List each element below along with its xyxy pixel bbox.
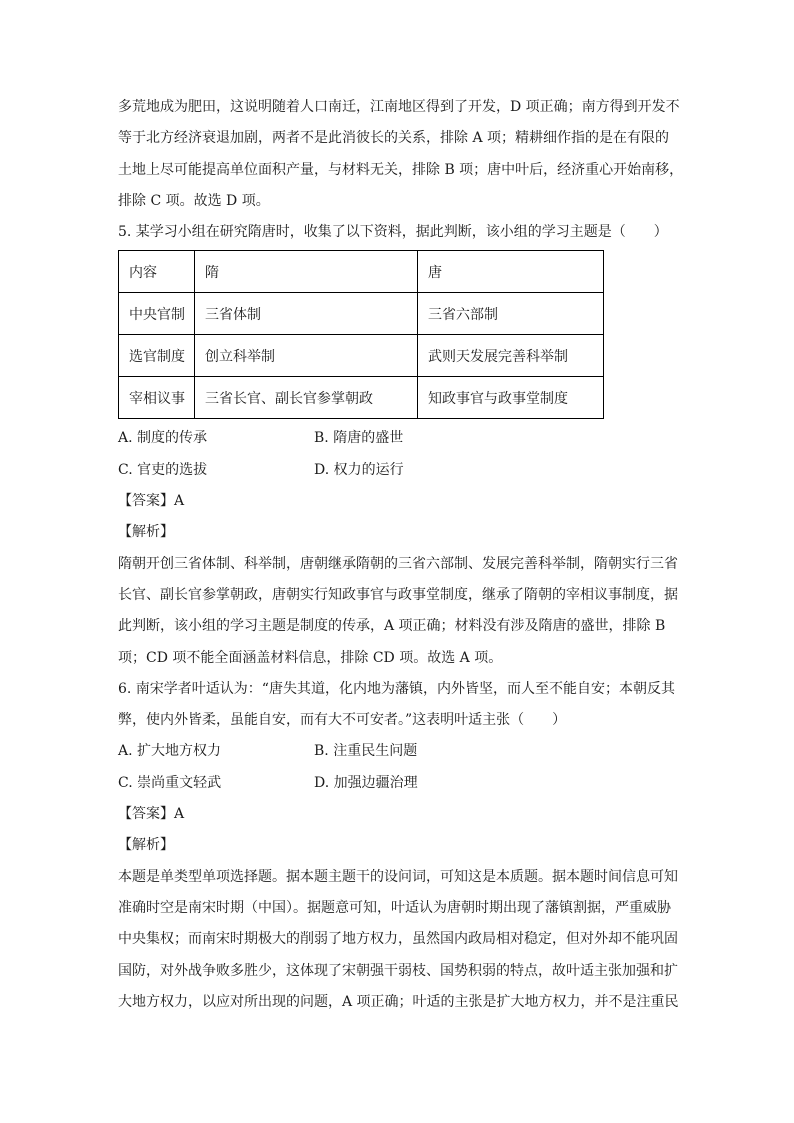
text-line: 此判断，该小组的学习主题是制度的传承，A 项正确；材料没有涉及隋唐的盛世，排除 B <box>118 618 666 635</box>
answer-label: 【答案】A <box>118 493 185 510</box>
text-line: 等于北方经济衰退加剧，两者不是此消彼长的关系，排除 A 项；精耕细作指的是在有限的 <box>118 130 670 147</box>
options-row <box>118 768 678 799</box>
text-line: 项；CD 项不能全面涵盖材料信息，排除 CD 项。故选 A 项。 <box>118 649 503 666</box>
text-line: 排除 C 项。故选 D 项。 <box>118 192 270 209</box>
options-row <box>118 736 678 767</box>
text-line: 准确时空是南宋时期（中国）。据题意可知，叶适认为唐朝时期出现了藩镇割据，严重威胁 <box>118 899 671 916</box>
text-line: 中央集权；而南宋时期极大的削弱了地方权力，虽然国内政局相对稳定，但对外却不能巩固 <box>118 931 678 948</box>
options-row <box>118 423 678 454</box>
table-header-row <box>119 251 604 293</box>
document-page <box>118 92 684 1018</box>
question-stem: 弊，使内外皆柔，虽能自安，而有大不可安者。”这表明叶适主张（ ） <box>118 712 567 729</box>
options-row <box>118 455 678 486</box>
table-cell: 三省六部制 <box>418 293 604 335</box>
option-a: A. 扩大地方权力 <box>118 743 222 760</box>
table-cell: 三省长官、副长官参掌朝政 <box>195 377 418 419</box>
question-6 <box>118 674 678 1018</box>
option-b: B. 隋唐的盛世 <box>314 430 404 447</box>
text-line: 本题是单类型单项选择题。据本题主题干的设问词，可知这是本质题。据本题时间信息可知 <box>118 868 678 885</box>
text-line: 国防，对外战争败多胜少，这体现了宋朝强干弱枝、国势积弱的特点，故叶适主张加强和扩 <box>118 962 678 979</box>
option-a: A. 制度的传承 <box>118 430 208 447</box>
table-cell: 武则天发展完善科举制 <box>418 335 604 377</box>
table-cell: 选官制度 <box>119 335 195 377</box>
table-header-cell: 隋 <box>195 251 418 293</box>
table-header-cell: 内容 <box>119 251 195 293</box>
table-row <box>119 335 604 377</box>
table-cell: 中央官制 <box>119 293 195 335</box>
table-cell: 创立科举制 <box>195 335 418 377</box>
option-c: C. 崇尚重文轻武 <box>118 774 222 791</box>
table-cell: 宰相议事 <box>119 377 195 419</box>
text-line: 大地方权力，以应对所出现的问题，A 项正确；叶适的主张是扩大地方权力，并不是注重民 <box>118 993 679 1010</box>
option-b: B. 注重民生问题 <box>314 743 418 760</box>
option-d: D. 加强边疆治理 <box>314 774 418 791</box>
table-cell: 知政事官与政事堂制度 <box>418 377 604 419</box>
comparison-table <box>118 250 604 419</box>
text-line: 多荒地成为肥田，这说明随着人口南迁，江南地区得到了开发，D 项正确；南方得到开发不 <box>118 99 680 115</box>
analysis-label: 【解析】 <box>118 837 174 854</box>
table-row <box>119 293 604 335</box>
table-cell: 三省体制 <box>195 293 418 335</box>
answer-label: 【答案】A <box>118 806 185 823</box>
text-line: 土地上尽可能提高单位面积产量，与材料无关，排除 B 项；唐中叶后，经济重心开始南移， <box>118 161 684 178</box>
option-c: C. 官吏的选拔 <box>118 461 208 478</box>
text-line: 隋朝开创三省体制、科举制，唐朝继承隋朝的三省六部制、发展完善科举制，隋朝实行三省 <box>118 555 678 572</box>
analysis-label: 【解析】 <box>118 524 174 541</box>
text-line: 长官、副长官参掌朝政，唐朝实行知政事官与政事堂制度，继承了隋朝的宰相议事制度，据 <box>118 586 678 603</box>
option-d: D. 权力的运行 <box>314 461 404 478</box>
question-stem: 6. 南宋学者叶适认为：“唐失其道，化内地为藩镇，内外皆坚，而人至不能自安；本朝反其 <box>118 680 675 697</box>
intro-analysis <box>118 92 684 217</box>
question-stem: 5. 某学习小组在研究隋唐时，收集了以下资料，据此判断，该小组的学习主题是（ ） <box>118 224 668 241</box>
table-row <box>119 377 604 419</box>
question-5 <box>118 217 678 674</box>
table-header-cell: 唐 <box>418 251 604 293</box>
